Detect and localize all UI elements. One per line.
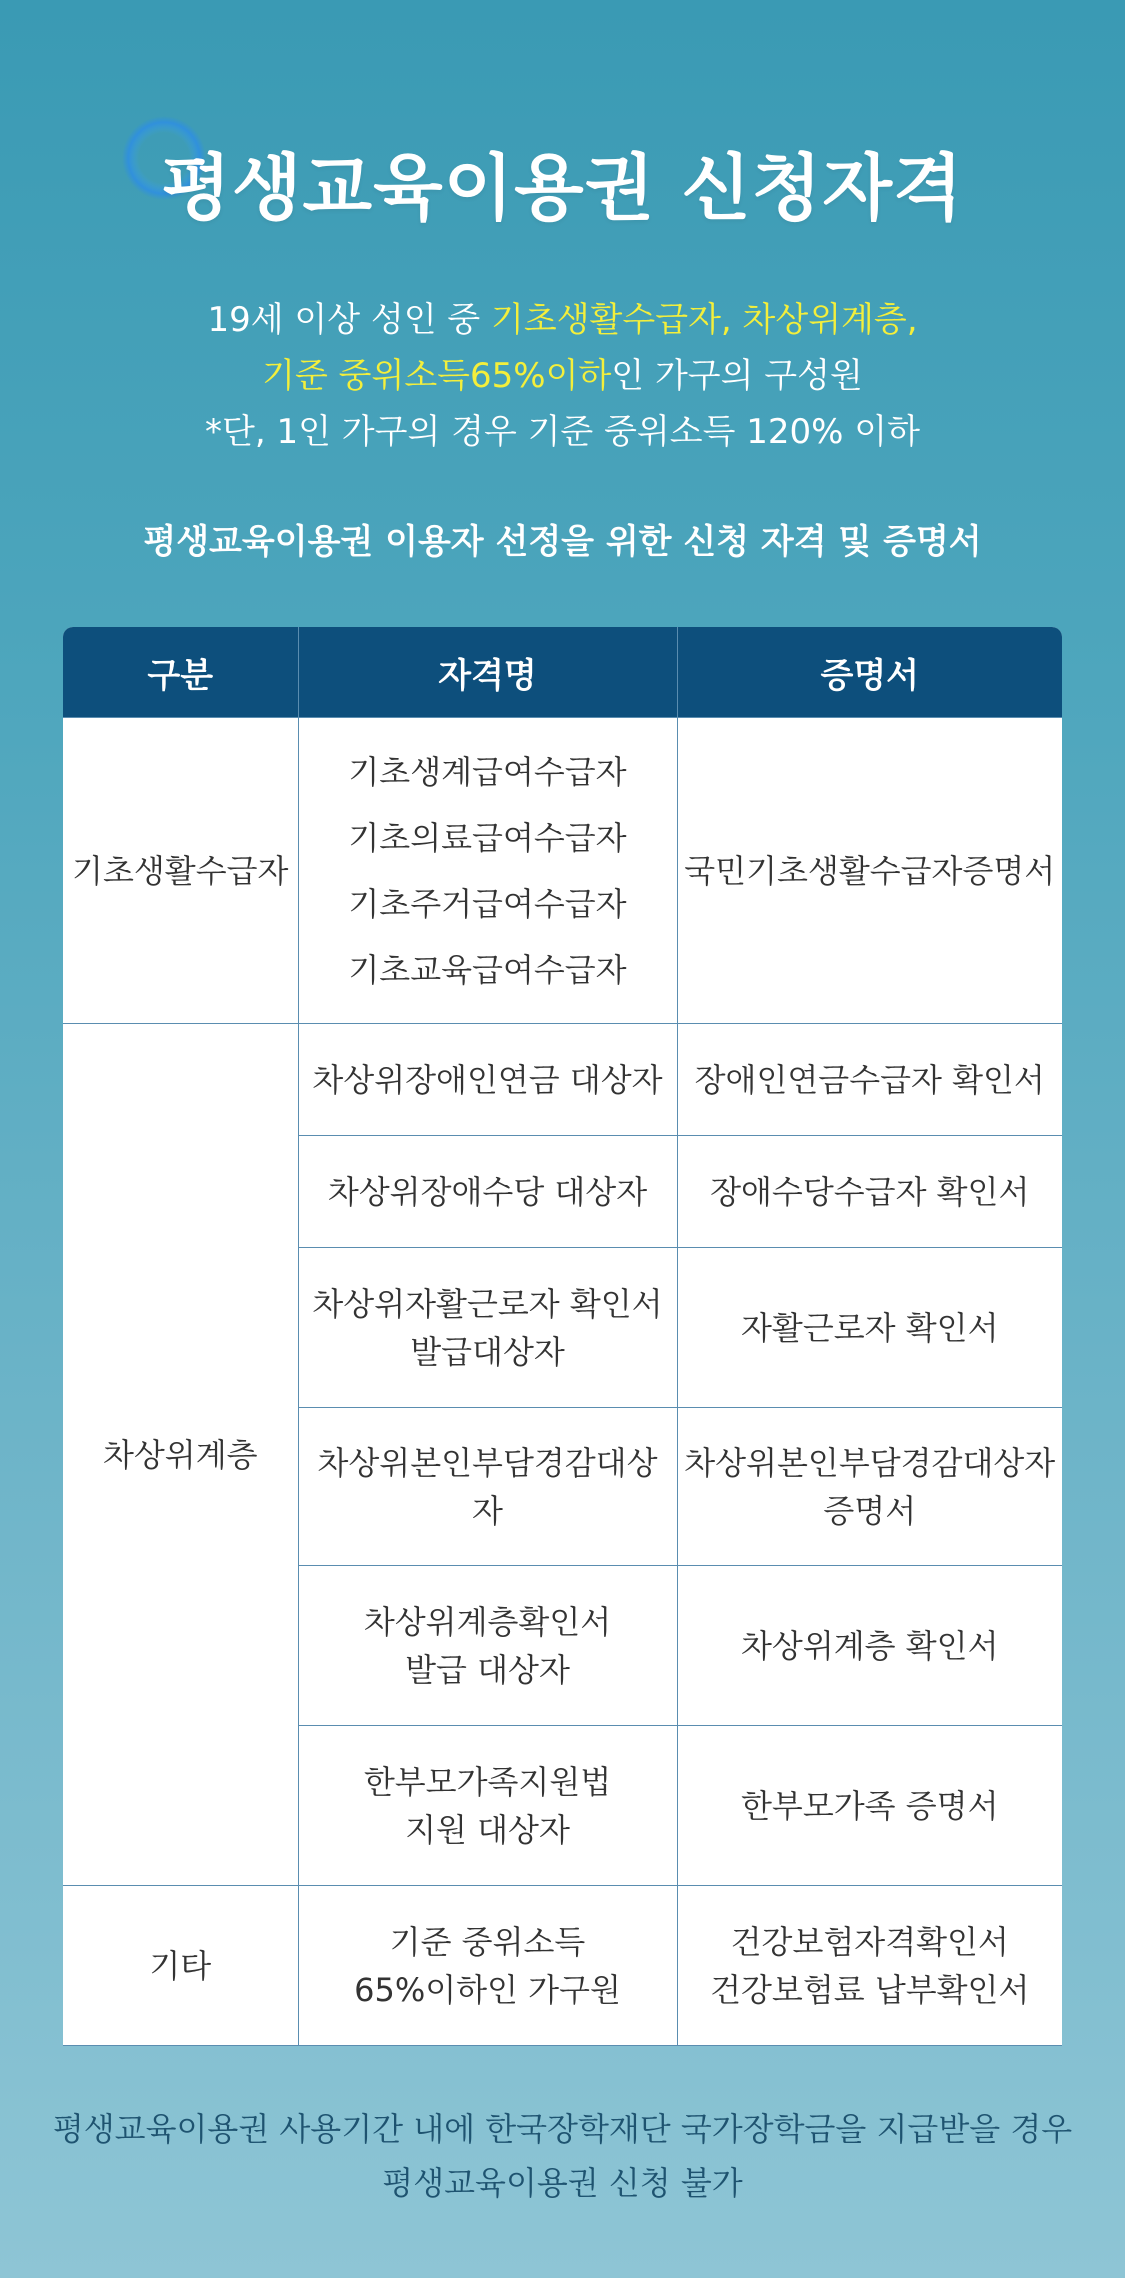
qualification-line: 차상위장애수당 대상자 — [327, 1172, 648, 1211]
qualification-line: 기초주거급여수급자 — [348, 884, 627, 923]
category-cell: 기타 — [63, 1886, 298, 2046]
intro-line-2 — [0, 348, 1125, 404]
header-category: 구분 — [63, 627, 298, 718]
document-cell: 국민기초생활수급자증명서 — [677, 718, 1062, 1024]
qualification-cell — [298, 718, 677, 1024]
document-cell — [677, 1886, 1062, 2046]
intro-text — [0, 292, 1125, 460]
qualification-line: 기초교육급여수급자 — [348, 950, 627, 989]
document-line: 한부모가족 증명서 — [741, 1786, 999, 1825]
footer-line-2: 평생교육이용권 신청 불가 — [382, 2164, 743, 2202]
eligibility-table — [63, 627, 1062, 2046]
document-line: 건강보험료 납부확인서 — [710, 1970, 1030, 2009]
header-qualification: 자격명 — [298, 627, 677, 718]
intro-line-1 — [0, 292, 1125, 348]
document-cell — [677, 1024, 1062, 1136]
document-cell — [677, 1726, 1062, 1886]
qualification-cell — [298, 1408, 677, 1566]
qualification-cell — [298, 1886, 677, 2046]
qualification-line: 65%이하인 가구원 — [354, 1970, 621, 2009]
qualification-cell — [298, 1566, 677, 1726]
table-row — [63, 718, 1062, 1024]
document-line: 장애인연금수급자 확인서 — [694, 1060, 1045, 1099]
intro-line-3: *단, 1인 가구의 경우 기준 중위소득 120% 이하 — [205, 412, 920, 452]
qualification-line: 발급 대상자 — [405, 1650, 570, 1689]
table-row — [63, 1024, 1062, 1136]
document-cell — [677, 1408, 1062, 1566]
document-line: 차상위본인부담경감대상자 — [684, 1443, 1056, 1482]
qualification-cell — [298, 1136, 677, 1248]
qualification-line: 차상위본인부담경감대상자 — [317, 1443, 658, 1530]
section-subheading: 평생교육이용권 이용자 선정을 위한 신청 자격 및 증명서 — [143, 522, 982, 562]
qualification-line: 기초의료급여수급자 — [348, 818, 627, 857]
document-line: 차상위계층 확인서 — [741, 1626, 999, 1665]
document-line: 증명서 — [823, 1491, 917, 1530]
qualification-line: 발급대상자 — [410, 1332, 565, 1371]
header-document: 증명서 — [677, 627, 1062, 718]
qualification-line: 차상위계층확인서 — [363, 1602, 612, 1641]
title-wrap — [0, 130, 1125, 234]
document-cell — [677, 1136, 1062, 1248]
document-line: 장애수당수급자 확인서 — [710, 1172, 1030, 1211]
category-cell: 기초생활수급자 — [63, 718, 298, 1024]
qualification-cell — [298, 1024, 677, 1136]
qualification-line: 차상위자활근로자 확인서 — [312, 1284, 663, 1323]
footer-note — [0, 2102, 1125, 2210]
intro-line-1-plain: 19세 이상 성인 중 — [207, 300, 491, 340]
page-title: 평생교육이용권 신청자격 — [161, 146, 964, 230]
intro-line-1-highlight: 기초생활수급자, 차상위계층, — [491, 300, 918, 340]
table-row — [63, 1886, 1062, 2046]
qualification-line: 지원 대상자 — [405, 1810, 570, 1849]
qualification-line: 한부모가족지원법 — [363, 1762, 612, 1801]
category-cell: 차상위계층 — [63, 1024, 298, 1886]
footer-line-1: 평생교육이용권 사용기간 내에 한국장학재단 국가장학금을 지급받을 경우 — [52, 2110, 1073, 2148]
qualification-cell — [298, 1726, 677, 1886]
document-cell — [677, 1248, 1062, 1408]
intro-line-2-highlight: 기준 중위소득65%이하 — [262, 356, 612, 396]
qualification-cell — [298, 1248, 677, 1408]
eligibility-table-wrap — [63, 627, 1062, 2046]
qualification-line: 기준 중위소득 — [389, 1922, 586, 1961]
document-line: 건강보험자격확인서 — [730, 1922, 1009, 1961]
qualification-line: 기초생계급여수급자 — [348, 752, 627, 791]
qualification-line: 차상위장애인연금 대상자 — [312, 1060, 663, 1099]
intro-line-2-plain: 인 가구의 구성원 — [611, 356, 863, 396]
document-line: 자활근로자 확인서 — [741, 1308, 999, 1347]
document-cell — [677, 1566, 1062, 1726]
table-header-row — [63, 627, 1062, 718]
